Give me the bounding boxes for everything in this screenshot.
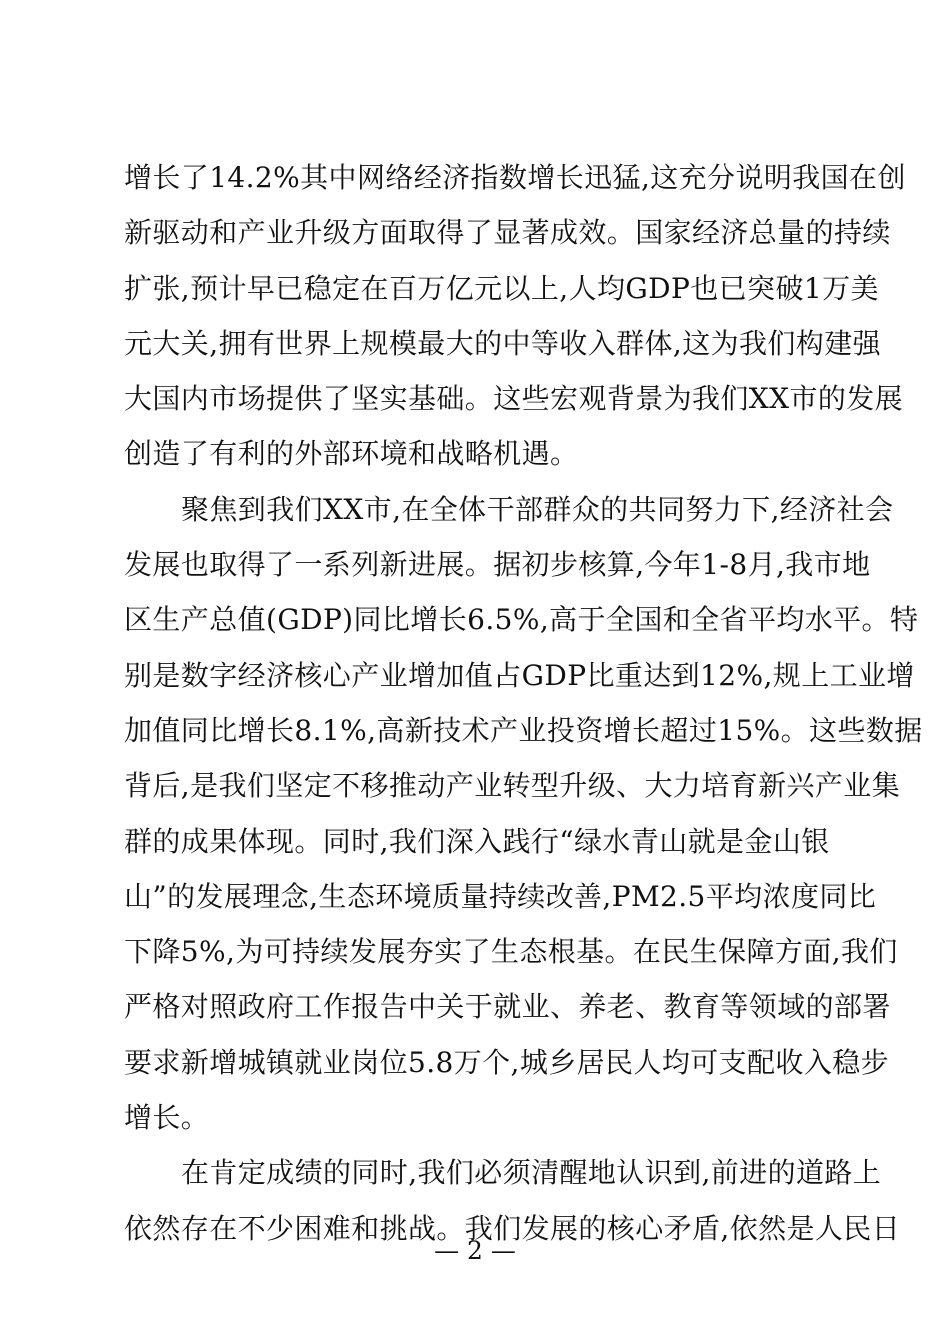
text-line: 创造了有利的外部环境和战略机遇。	[124, 437, 579, 471]
text-line: 别是数字经济核心产业增加值占GDP比重达到12%,规上工业增	[124, 658, 915, 692]
text-line: 区生产总值(GDP)同比增长6.5%,高于全国和全省平均水平。特	[124, 603, 919, 637]
text-line: 要求新增城镇就业岗位5.8万个,城乡居民人均可支配收入稳步	[124, 1045, 890, 1079]
text-line: 扩张,预计早已稳定在百万亿元以上,人均GDP也已突破1万美	[124, 271, 879, 305]
text-line: 新驱动和产业升级方面取得了显著成效。国家经济总量的持续	[124, 216, 891, 250]
text-line: 增长。	[124, 1101, 210, 1135]
text-line: 大国内市场提供了坚实基础。这些宏观背景为我们XX市的发展	[124, 382, 904, 416]
body-text	[124, 150, 923, 1256]
page-number: — 2 —	[434, 1236, 516, 1265]
text-line: 依然存在不少困难和挑战。我们发展的核心矛盾,依然是人民日	[124, 1211, 901, 1245]
text-line: 下降5%,为可持续发展夯实了生态根基。在民生保障方面,我们	[124, 935, 898, 969]
paragraph-start-line: 聚焦到我们XX市,在全体干部群众的共同努力下,经济社会	[181, 492, 894, 526]
text-line: 元大关,拥有世界上规模最大的中等收入群体,这为我们构建强	[124, 326, 882, 360]
text-line: 加值同比增长8.1%,高新技术产业投资增长超过15%。这些数据	[124, 713, 923, 747]
paragraph-start-line: 在肯定成绩的同时,我们必须清醒地认识到,前进的道路上	[181, 1156, 882, 1190]
text-line: 严格对照政府工作报告中关于就业、养老、教育等领域的部署	[124, 990, 891, 1024]
text-line: 山”的发展理念,生态环境质量持续改善,PM2.5平均浓度同比	[124, 879, 877, 913]
text-line: 背后,是我们坚定不移推动产业转型升级、大力培育新兴产业集	[124, 769, 901, 803]
text-line: 群的成果体现。同时,我们深入践行“绿水青山就是金山银	[124, 824, 830, 858]
text-line: 增长了14.2%其中网络经济指数增长迅猛,这充分说明我国在创	[124, 161, 906, 194]
text-line: 发展也取得了一系列新进展。据初步核算,今年1-8月,我市地	[124, 548, 871, 582]
